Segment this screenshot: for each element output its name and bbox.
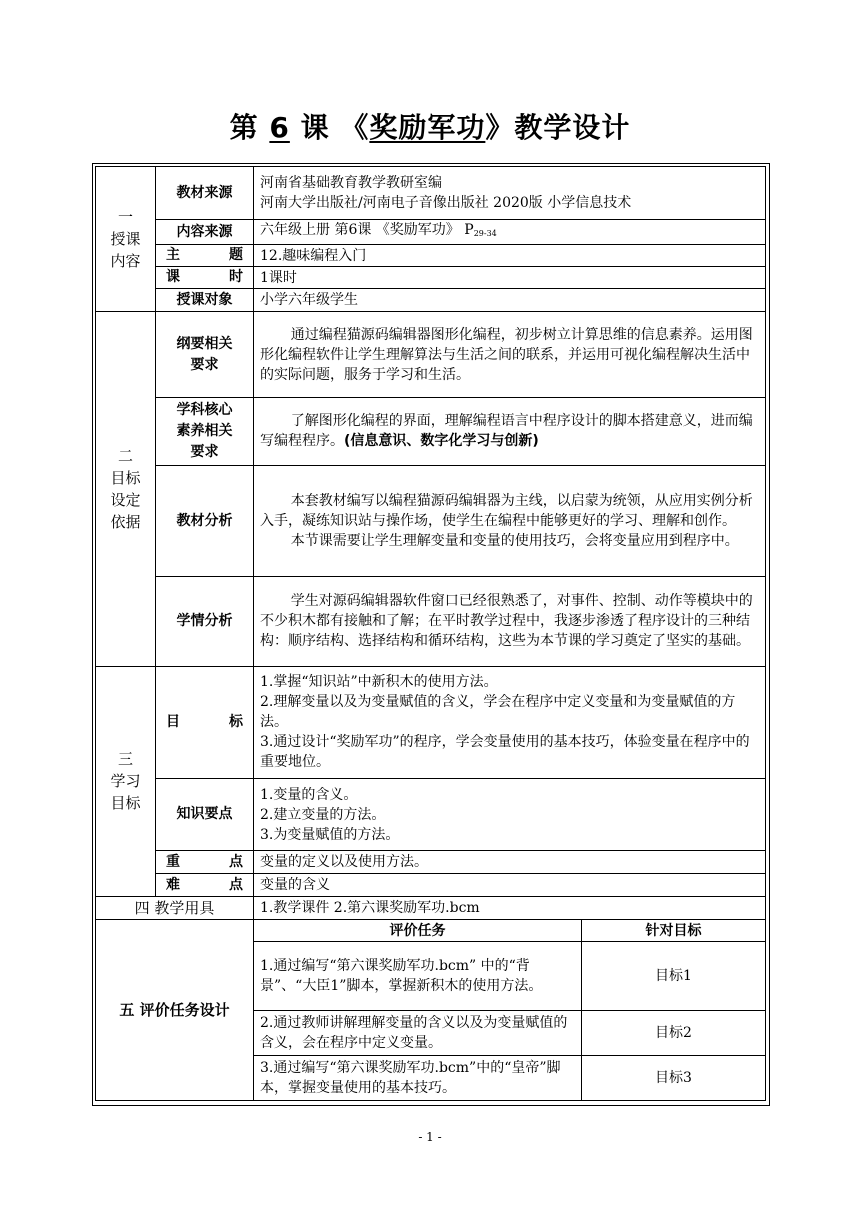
table-row [96,312,766,397]
table-row [96,289,766,312]
difficulty-value: 变量的含义 [254,874,766,897]
goal-item: 3.通过设计“奖励军功”的程序，学会变量使用的基本技巧，体验变量在程序中的重要地位。 [260,734,750,771]
outline-label: 纲要相关 要求 [156,312,254,397]
core-literacy-label: 学科核心 素养相关 要求 [156,397,254,465]
page-number: - 1 - [418,1130,442,1144]
title-lesson-number: 6 [269,111,290,144]
table-row [96,167,766,220]
title-lesson-name: 奖励军功 [369,111,486,144]
content-source-label: 内容来源 [156,220,254,245]
content-source-pages: 29-34 [473,229,497,239]
content-source-text: 六年级上册 第6课 《奖励军功》 P [260,222,474,239]
lesson-design-table [95,166,766,1101]
audience-label: 授课对象 [156,289,254,312]
section-3-label: 三 学习 目标 [96,666,156,897]
goal-item: 2.理解变量以及为变量赋值的含义，学会在程序中定义变量和为变量赋值的方法。 [260,694,736,731]
hours-label-char-1: 课 [166,269,180,286]
hours-label-char-2: 时 [229,269,243,286]
title-prefix: 第 [229,111,259,144]
material-analysis-p1: 本套教材编写以编程猫源码编辑器为主线，以启蒙为统领，从应用实例分析入手，凝练知识站与操作场，使学生在编程中能够更好的学习、理解和创作。 [260,493,753,530]
eval-target-cell: 目标2 [582,1010,766,1055]
eval-task-header: 评价任务 [254,920,582,942]
page-title [0,108,860,148]
key-points-label: 知识要点 [156,778,254,850]
goal-label [156,666,254,778]
goal-list [254,666,766,778]
teaching-tools-value: 1.教学课件 2.第六课奖励军功.bcm [254,897,766,920]
table-row [96,920,766,942]
title-suffix: 》教学设计 [485,111,631,144]
source-value [254,167,766,220]
eval-target-cell: 目标3 [582,1055,766,1100]
table-row [96,397,766,465]
theme-value: 12.趣味编程入门 [254,245,766,267]
material-analysis-label: 教材分析 [156,465,254,576]
key-point-item: 3.为变量赋值的方法。 [260,826,400,843]
table-row [96,220,766,245]
core-literacy-bold: (信息意识、数字化学习与创新) [344,433,539,450]
eval-target-header: 针对目标 [582,920,766,942]
theme-label-char-1: 主 [166,247,180,264]
material-analysis-p2: 本节课需要让学生理解变量和变量的使用技巧，会将变量应用到程序中。 [290,533,739,550]
table-row [96,465,766,576]
key-point-item: 1.变量的含义。 [260,786,358,803]
difficulty-label-char-1: 难 [166,876,180,893]
table-row [96,245,766,267]
focus-label-char-2: 点 [229,853,243,870]
hours-value: 1课时 [254,267,766,289]
material-analysis-text [254,465,766,576]
difficulty-label-char-2: 点 [229,876,243,893]
goal-label-char-1: 目 [166,713,180,730]
core-literacy-text [254,397,766,465]
section-5-label: 五 评价任务设计 [96,920,254,1101]
eval-task-cell: 2.通过教师讲解理解变量的含义以及为变量赋值的含义，会在程序中定义变量。 [254,1010,582,1055]
section-4-label: 四 教学用具 [96,897,254,920]
table-row [96,577,766,666]
core-literacy-main: 了解图形化编程的界面，理解编程语言中程序设计的脚本搭建意义，进而编写编程程序。 [260,413,753,450]
focus-value: 变量的定义以及使用方法。 [254,851,766,874]
table-row [96,874,766,897]
eval-task-cell: 3.通过编写“第六课奖励军功.bcm”中的“皇帝”脚本，掌握变量使用的基本技巧。 [254,1055,582,1100]
theme-label-char-2: 题 [229,247,243,264]
key-points-list [254,778,766,850]
goal-label-char-2: 标 [229,713,243,730]
theme-label [156,245,254,267]
audience-value: 小学六年级学生 [254,289,766,312]
table-row [96,897,766,920]
title-mid: 课 《 [300,111,370,144]
section-2-label: 二 目标 设定 依据 [96,312,156,666]
difficulty-label [156,874,254,897]
student-analysis-text: 学生对源码编辑器软件窗口已经很熟悉了，对事件、控制、动作等模块中的不少积木都有接触和了解；在平时教学过程中，我逐步渗透了程序设计的三种结构：顺序结构、选择结构和循环结构，这些为本节课的学习奠定了坚实的基础。 [254,577,766,666]
student-analysis-label: 学情分析 [156,577,254,666]
section-1-label: 一 授课 内容 [96,167,156,312]
table-row [96,851,766,874]
outline-text: 通过编程猫源码编辑器图形化编程，初步树立计算思维的信息素养。运用图形化编程软件让学生理解算法与生活之间的联系，并运用可视化编程解决生活中的实际问题，服务于学习和生活。 [254,312,766,397]
source-label: 教材来源 [156,167,254,220]
source-line-1: 河南省基础教育教学教研室编 [260,175,442,192]
focus-label-char-1: 重 [166,853,180,870]
eval-target-cell: 目标1 [582,942,766,1010]
source-line-2: 河南大学出版社/河南电子音像出版社 2020版 小学信息技术 [260,195,632,212]
focus-label [156,851,254,874]
table-row [96,267,766,289]
table-row [96,778,766,850]
table-row [96,666,766,778]
hours-label [156,267,254,289]
eval-task-cell: 1.通过编写“第六课奖励军功.bcm” 中的“背景”、“大臣1”脚本，掌握新积木的使用方法。 [254,942,582,1010]
content-source-value [254,220,766,245]
key-point-item: 2.建立变量的方法。 [260,806,386,823]
goal-item: 1.掌握“知识站”中新积木的使用方法。 [260,674,498,691]
